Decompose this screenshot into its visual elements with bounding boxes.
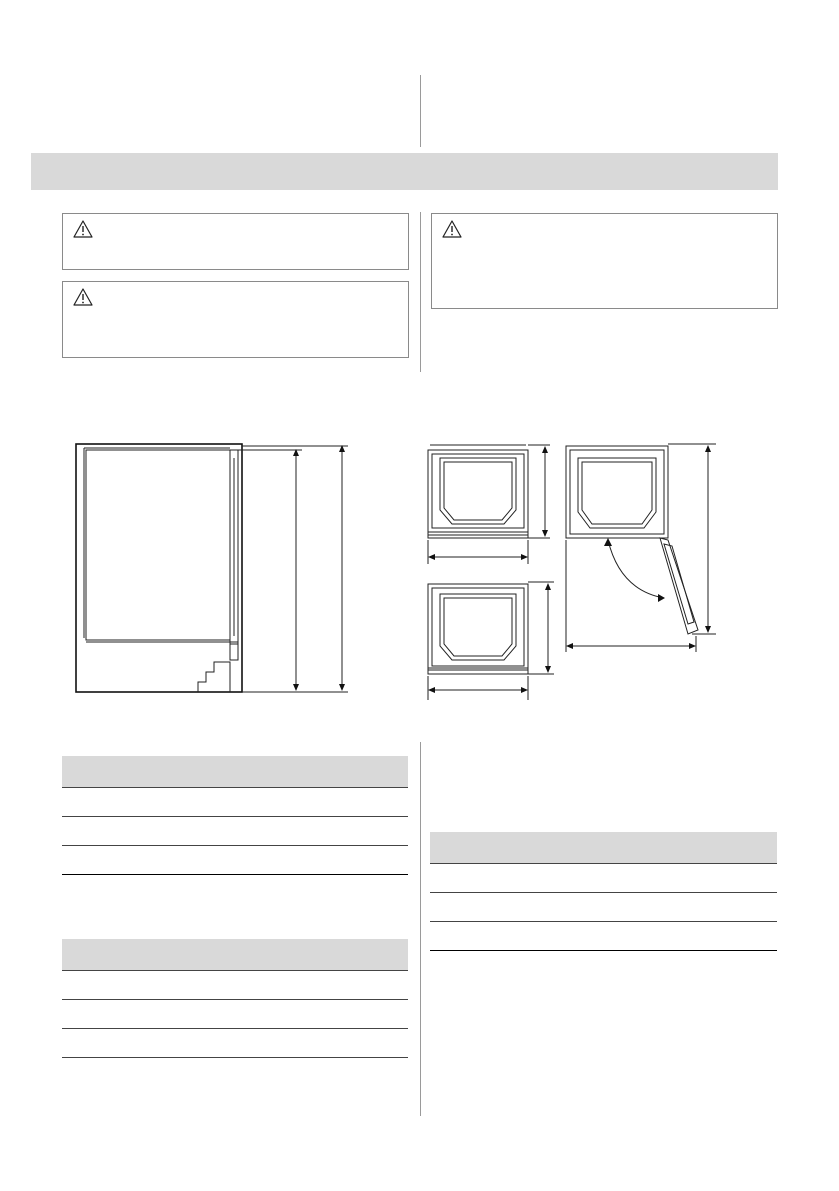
warning-triangle-icon	[73, 288, 93, 306]
warning-triangle-icon	[73, 220, 93, 238]
warning-box-2	[62, 281, 409, 358]
table-row	[62, 846, 408, 875]
table-row	[62, 1000, 408, 1029]
bottom-column-divider	[420, 742, 421, 1116]
dimensions-table-2	[62, 939, 408, 1058]
warning-box-3	[431, 213, 778, 309]
table-row	[430, 922, 777, 951]
dimensions-table-1	[62, 756, 408, 875]
table-row	[62, 1029, 408, 1058]
section-heading-banner	[31, 153, 778, 190]
dimensions-table-3	[430, 832, 777, 951]
table-row	[62, 971, 408, 1000]
table-header-row	[62, 756, 408, 788]
top-column-divider	[420, 75, 421, 147]
middle-column-divider	[420, 212, 421, 372]
appliance-front-dimension-diagram	[70, 438, 360, 698]
table-row	[62, 817, 408, 846]
table-header-row	[62, 939, 408, 971]
appliance-door-open-diagram	[560, 440, 720, 655]
table-header-row	[430, 832, 777, 864]
appliance-plan-view-diagram-2	[422, 578, 557, 703]
table-row	[430, 893, 777, 922]
warning-box-1	[62, 213, 409, 270]
appliance-plan-view-diagram-1	[422, 440, 552, 565]
table-row	[62, 788, 408, 817]
warning-triangle-icon	[442, 220, 462, 238]
table-row	[430, 864, 777, 893]
